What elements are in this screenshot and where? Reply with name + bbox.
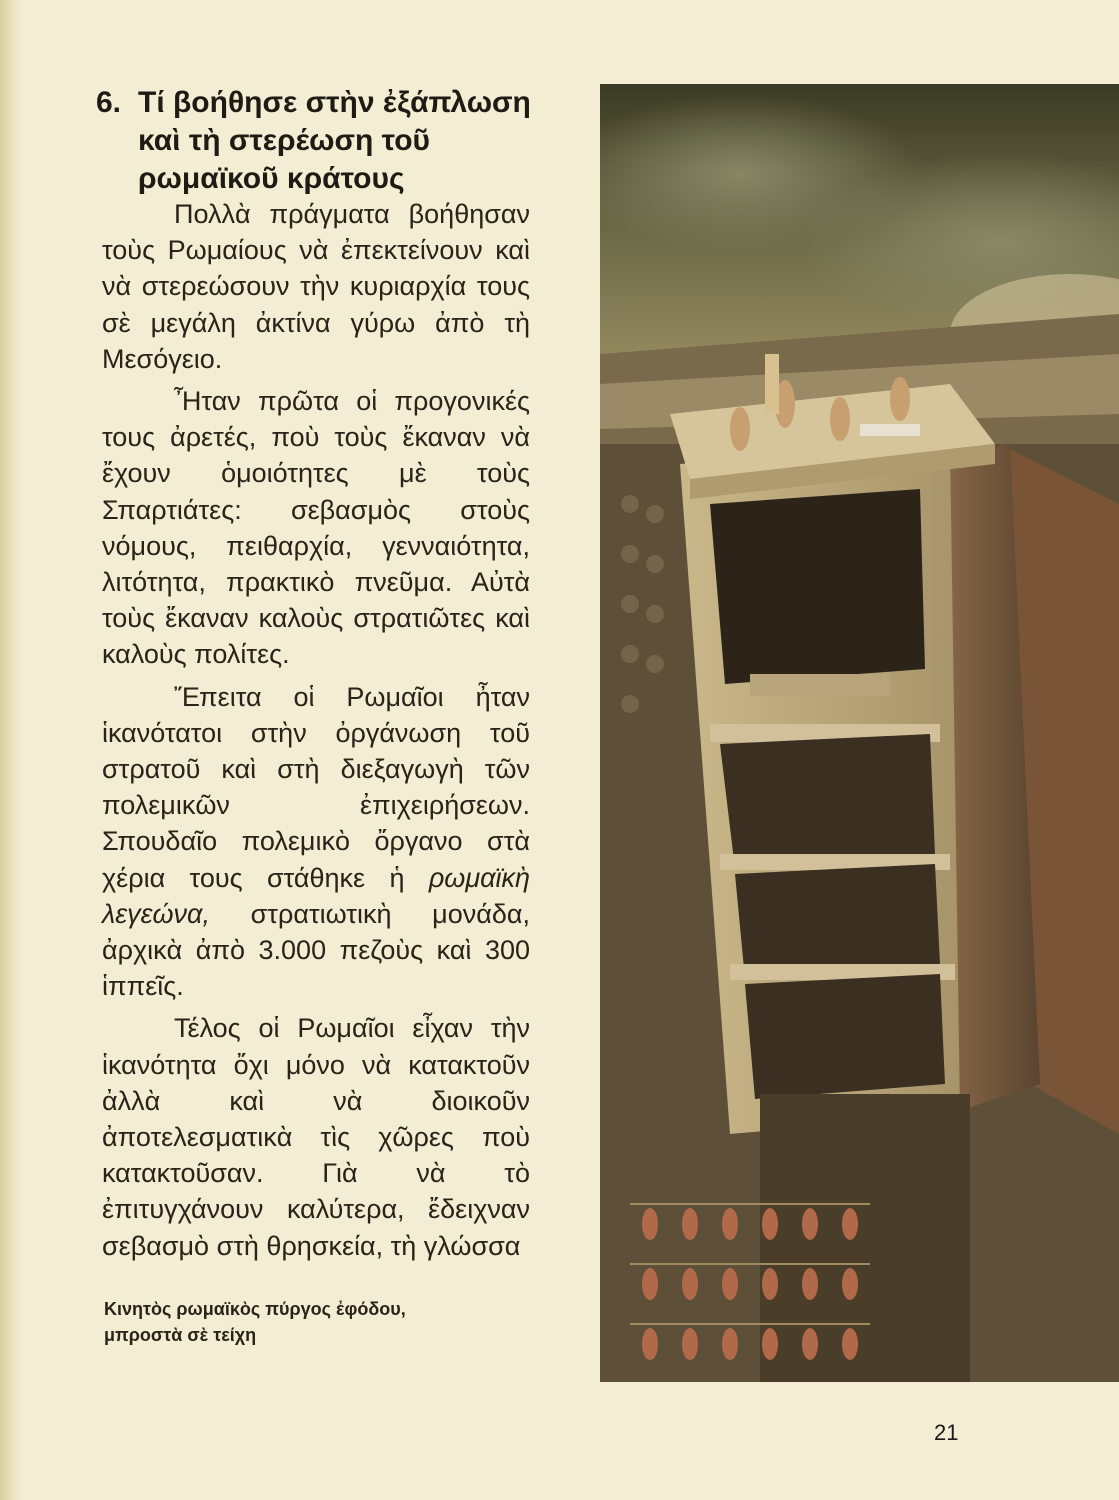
section-title: Τί βοήθησε στὴν ἐξάπλωση καὶ τὴ στερέωση τοῦ ρωμαϊκοῦ κράτους [138,86,531,195]
paragraph-1: Πολλὰ πράγματα βοήθησαν τοὺς Ρωμαίους νὰ ἐπεκτείνουν καὶ νὰ στερεώσουν τὴν κυριαρχία τους σὲ μεγάλη ἀκτίνα γύρω ἀπὸ τὴ Μεσόγειο. [102,199,530,374]
siege-tower-photo [600,84,1119,1382]
page-number: 21 [934,1420,959,1445]
body-text [102,196,530,1270]
section-heading [96,84,536,198]
paragraph-2: Ἦταν πρῶτα οἱ προγονικές τους ἀρετές, ποὺ τοὺς ἔκαναν νὰ ἔχουν ὁμοιότητες μὲ τοὺς Σπαρτιάτες: σεβασμὸς στοὺς νόμους, πειθαρχία, γενναιότητα, λιτότητα, πρακτικὸ πνεῦμα. Αὐτὰ τοὺς ἔκαναν καλοὺς στρατιῶτες καὶ καλοὺς πολίτες. [102,386,530,670]
paragraph-3-end: στρατιωτικὴ μονάδα, ἀρχικὰ ἀπὸ 3.000 πεζοὺς καὶ 300 ἱππεῖς. [102,898,530,1002]
photo-caption: Κινητὸς ρωμαϊκὸς πύργος ἐφόδου, μπροστὰ σὲ τείχη [104,1299,406,1345]
paragraph-3-start: Ἔπειτα οἱ Ρωμαῖοι ἦταν ἱκανότατοι στὴν ὀργάνωση τοῦ στρατοῦ καὶ στὴ διεξαγωγὴ τῶν πολεμικῶν ἐπιχειρήσεων. Σπουδαῖο πολεμικὸ ὄργανο στὰ χέρια τους στάθηκε ἡ [102,681,530,893]
paragraph-3 [102,679,530,1005]
paragraph-4: Τέλος οἱ Ρωμαῖοι εἶχαν τὴν ἱκανότητα ὄχι μόνο νὰ κατακτοῦν ἀλλὰ καὶ νὰ διοικοῦν ἀποτελεσματικὰ τὶς χῶρες ποὺ κατακτοῦσαν. Γιὰ νὰ τὸ ἐπιτυγχάνουν καλύτερα, ἔδειχναν σεβασμὸ στὴ θρησκεία, τὴ γλώσσα [102,1013,530,1261]
page-binding-edge [0,0,22,1500]
section-number: 6. [96,86,122,119]
legion-term: ρωμαϊκὴ λεγεώνα, [102,862,530,929]
